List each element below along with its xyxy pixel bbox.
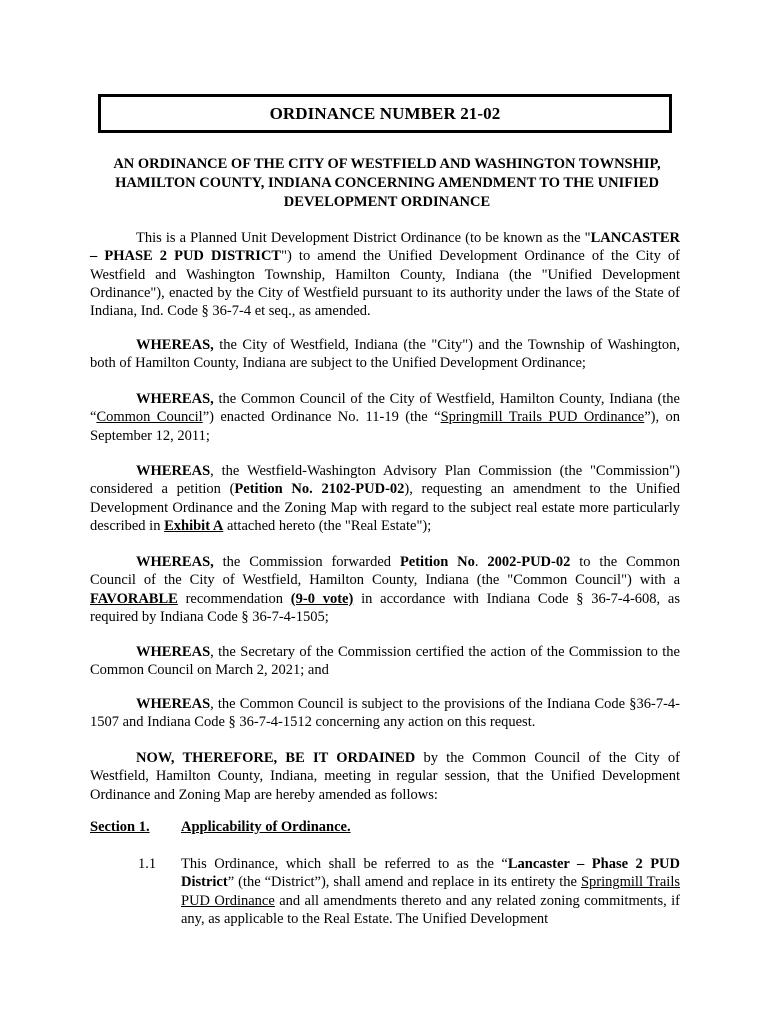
- whereas-paragraph-1: [90, 336, 680, 373]
- text-run: the City of Westfield, Indiana (the "City") and the Township of Washington, both of Hamilton County, Indiana are subject to the Unified Development Ordinance;: [90, 337, 680, 372]
- defined-term: Springmill Trails PUD Ordinance: [181, 874, 680, 909]
- text-run: .: [474, 554, 488, 570]
- ordained-clause: NOW, THEREFORE, BE IT ORDAINED: [136, 750, 416, 766]
- vote-count: (9-0 vote): [290, 590, 354, 607]
- petition-number: Petition No. 2102-PUD-02: [234, 481, 405, 498]
- ordinance-heading: AN ORDINANCE OF THE CITY OF WESTFIELD AND WASHINGTON TOWNSHIP, HAMILTON COUNTY, INDIANA CONCERNING AMENDMENT TO THE UNIFIED DEVELOPMENT ORDINANCE: [113, 156, 661, 210]
- whereas-paragraph-5: [90, 643, 680, 680]
- text-run: and all amendments thereto and any related zoning commitments, if any, as applicable to the Real Estate. The Unified Development: [181, 892, 680, 927]
- district-name: Lancaster – Phase 2 PUD District: [181, 856, 680, 891]
- text-run: , the Common Council is subject to the provisions of the Indiana Code §36-7-4-1507 and Indiana Code § 36-7-4-1512 concerning any action on this request.: [90, 696, 680, 731]
- subsection-body: [181, 855, 680, 928]
- whereas-label: WHEREAS,: [136, 337, 214, 353]
- whereas-paragraph-2: [90, 390, 680, 445]
- text-run: recommendation: [177, 590, 291, 607]
- defined-term: Springmill Trails PUD Ordinance: [440, 409, 645, 426]
- subsection-number: 1.1: [138, 856, 157, 872]
- whereas-paragraph-6: [90, 695, 680, 732]
- exhibit-reference: Exhibit A: [164, 517, 224, 534]
- defined-term: Common Council: [96, 409, 203, 426]
- whereas-paragraph-3: [90, 462, 680, 535]
- text-run: This is a Planned Unit Development District Ordinance (to be known as the ": [136, 230, 591, 246]
- whereas-label: WHEREAS,: [136, 554, 214, 570]
- text-run: , the Westfield-Washington Advisory Plan Commission (the "Commission") considered a petition (: [90, 463, 680, 498]
- ordinance-title-box: [98, 94, 672, 133]
- whereas-label: WHEREAS: [136, 463, 211, 479]
- text-run: ” (the “District”), shall amend and replace in its entirety the: [227, 874, 581, 891]
- section-title: Applicability of Ordinance.: [181, 819, 351, 835]
- text-run: the Commission forwarded: [213, 554, 400, 570]
- whereas-paragraph-4: [90, 553, 680, 626]
- text-run: to the Common Council of the City of Westfield, Hamilton County, Indiana (the "Common Council") with a: [90, 554, 680, 589]
- section-number: Section 1.: [90, 819, 150, 835]
- whereas-label: WHEREAS,: [136, 391, 214, 407]
- text-run: in accordance with Indiana Code § 36-7-4-608, as required by Indiana Code § 36-7-4-1505;: [90, 590, 681, 625]
- text-run: ”) enacted Ordinance No. 11-19 (the “: [202, 409, 441, 426]
- petition-number: 2002-PUD-02: [487, 554, 571, 570]
- ordained-paragraph: [90, 749, 680, 804]
- text-run: by the Common Council of the City of Westfield, Hamilton County, Indiana, meeting in regular session, that the Unified Development Ordinance and Zoning Map are hereby amended as follows:: [90, 750, 680, 803]
- recommendation-status: FAVORABLE: [90, 590, 178, 607]
- text-run: ), requesting an amendment to the Unified Development Ordinance and the Zoning Map with regard to the subject real estate more particularly described in: [90, 481, 680, 534]
- text-run: ”), on September 12, 2011;: [90, 409, 680, 444]
- whereas-label: WHEREAS: [136, 696, 211, 712]
- text-run: , the Secretary of the Commission certified the action of the Commission to the Common Council on March 2, 2021; and: [90, 644, 680, 679]
- text-run: attached hereto (the "Real Estate");: [223, 517, 432, 534]
- intro-paragraph: [90, 229, 680, 320]
- text-run: ") to amend the Unified Development Ordinance of the City of Westfield and Washington Township, Hamilton County, Indiana (the "Unified Development Ordinance"), enacted by the City of Westfield pursuant to its authority under the laws of the State of Indiana, Ind. Code § 36-7-4 et seq., as amended.: [90, 248, 680, 320]
- whereas-label: WHEREAS: [136, 644, 211, 660]
- text-run: the Common Council of the City of Westfield, Hamilton County, Indiana (the “: [90, 391, 680, 426]
- district-name: LANCASTER – PHASE 2 PUD DISTRICT: [90, 230, 680, 265]
- petition-label: Petition No: [399, 554, 475, 570]
- text-run: This Ordinance, which shall be referred to as the “: [181, 856, 508, 872]
- ordinance-title: ORDINANCE NUMBER 21-02: [269, 103, 501, 123]
